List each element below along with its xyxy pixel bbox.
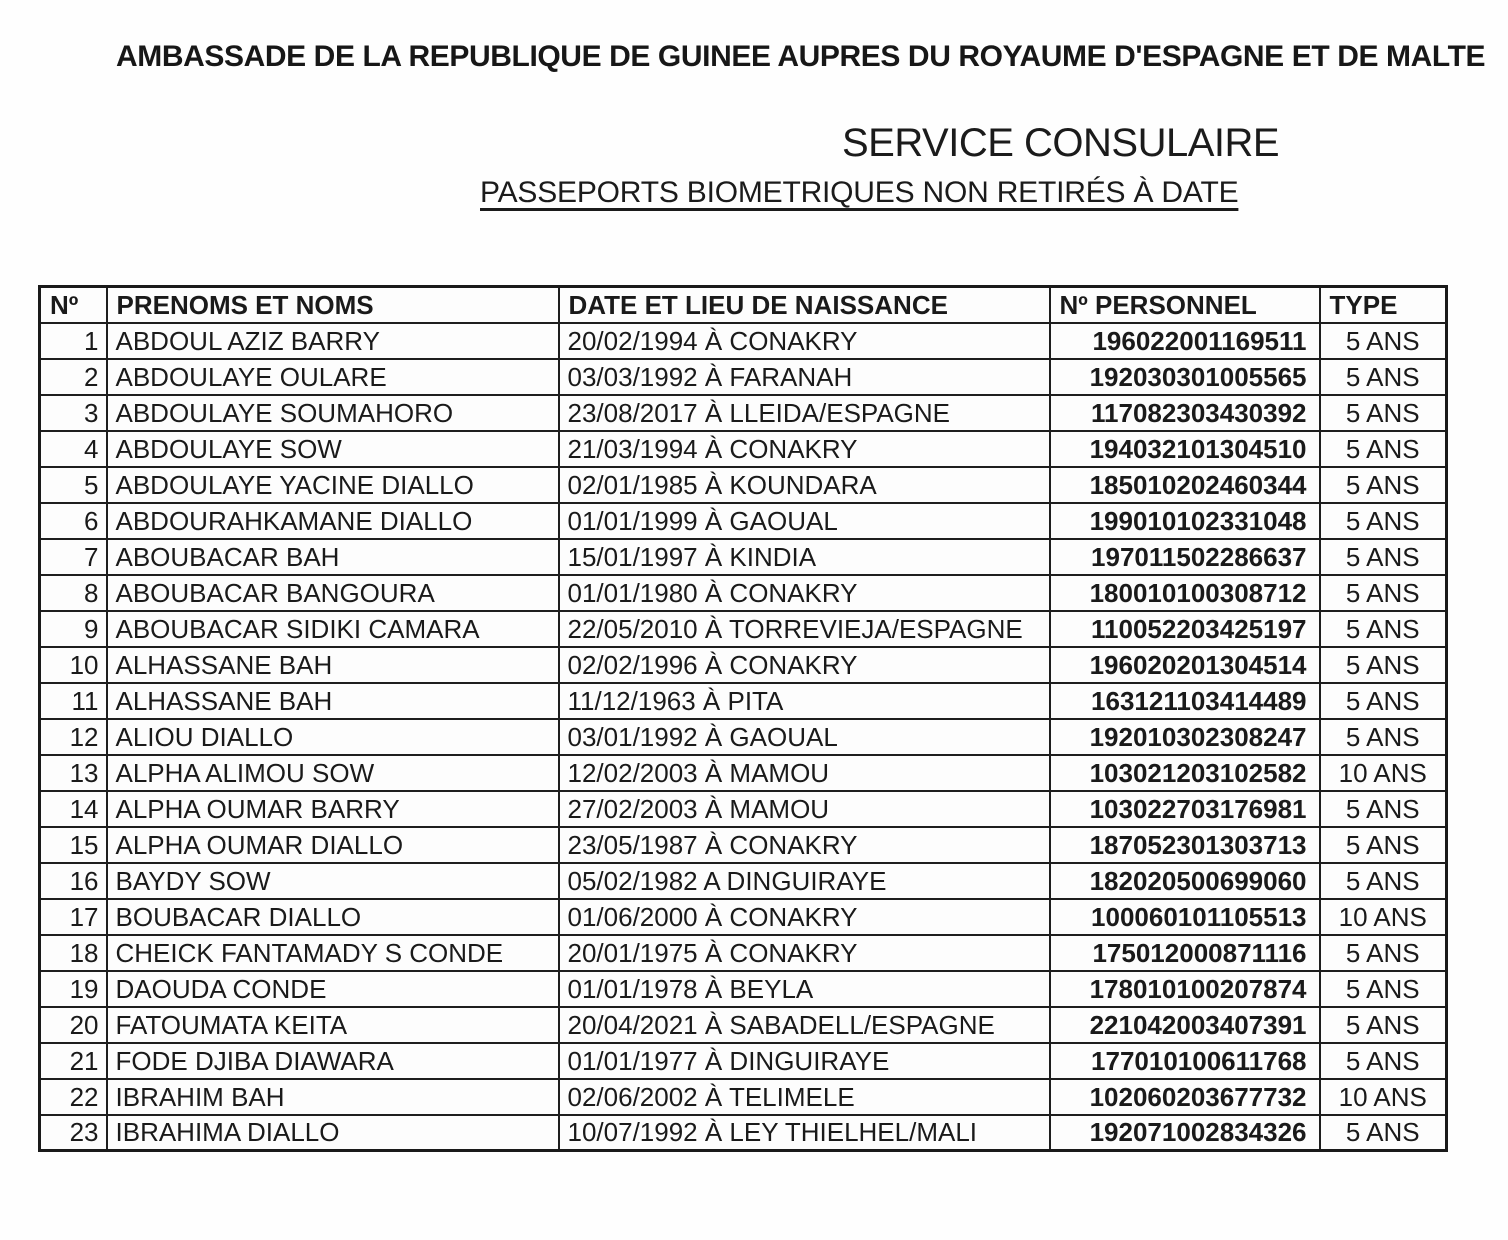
table-row [40,323,1447,359]
row-number-cell: 4 [40,431,107,467]
table-row [40,935,1447,971]
row-personnel-number-cell: 117082303430392 [1050,395,1320,431]
row-type-cell: 5 ANS [1320,791,1447,827]
table-row [40,791,1447,827]
table-row [40,683,1447,719]
row-name-cell: ABDOULAYE SOUMAHORO [107,395,559,431]
row-type-cell: 5 ANS [1320,431,1447,467]
row-number-cell: 23 [40,1115,107,1151]
row-name-cell: ABDOULAYE SOW [107,431,559,467]
row-number-cell: 18 [40,935,107,971]
row-number-cell: 7 [40,539,107,575]
row-personnel-number-cell: 178010100207874 [1050,971,1320,1007]
row-name-cell: IBRAHIM BAH [107,1079,559,1115]
row-name-cell: BOUBACAR DIALLO [107,899,559,935]
row-name-cell: ABOUBACAR SIDIKI CAMARA [107,611,559,647]
row-type-cell: 5 ANS [1320,467,1447,503]
row-number-cell: 13 [40,755,107,791]
row-name-cell: FATOUMATA KEITA [107,1007,559,1043]
row-number-cell: 1 [40,323,107,359]
table-body [40,323,1447,1151]
table-row [40,755,1447,791]
row-type-cell: 5 ANS [1320,395,1447,431]
table-row [40,431,1447,467]
row-birthplace-cell: 05/02/1982 A DINGUIRAYE [559,863,1050,899]
row-birthplace-cell: 23/08/2017 À LLEIDA/ESPAGNE [559,395,1050,431]
row-personnel-number-cell: 221042003407391 [1050,1007,1320,1043]
col-header-names: PRENOMS ET NOMS [107,287,559,323]
row-birthplace-cell: 01/01/1977 À DINGUIRAYE [559,1043,1050,1079]
table-row [40,467,1447,503]
col-header-personnel: Nº PERSONNEL [1050,287,1320,323]
row-personnel-number-cell: 197011502286637 [1050,539,1320,575]
table-row [40,971,1447,1007]
row-personnel-number-cell: 182020500699060 [1050,863,1320,899]
row-name-cell: FODE DJIBA DIAWARA [107,1043,559,1079]
row-birthplace-cell: 01/01/1978 À BEYLA [559,971,1050,1007]
row-birthplace-cell: 10/07/1992 À LEY THIELHEL/MALI [559,1115,1050,1151]
row-name-cell: ALHASSANE BAH [107,683,559,719]
row-number-cell: 22 [40,1079,107,1115]
row-personnel-number-cell: 192010302308247 [1050,719,1320,755]
row-birthplace-cell: 02/02/1996 À CONAKRY [559,647,1050,683]
table-row [40,503,1447,539]
table-header-row [40,287,1447,323]
row-name-cell: ALPHA OUMAR BARRY [107,791,559,827]
row-personnel-number-cell: 180010100308712 [1050,575,1320,611]
row-name-cell: ABDOURAHKAMANE DIALLO [107,503,559,539]
row-birthplace-cell: 23/05/1987 À CONAKRY [559,827,1050,863]
row-number-cell: 19 [40,971,107,1007]
row-number-cell: 14 [40,791,107,827]
row-personnel-number-cell: 196022001169511 [1050,323,1320,359]
row-number-cell: 6 [40,503,107,539]
row-personnel-number-cell: 103022703176981 [1050,791,1320,827]
row-personnel-number-cell: 110052203425197 [1050,611,1320,647]
row-name-cell: ABDOULAYE YACINE DIALLO [107,467,559,503]
row-name-cell: ALIOU DIALLO [107,719,559,755]
row-name-cell: ABOUBACAR BANGOURA [107,575,559,611]
row-personnel-number-cell: 102060203677732 [1050,1079,1320,1115]
row-birthplace-cell: 02/06/2002 À TELIMELE [559,1079,1050,1115]
row-personnel-number-cell: 103021203102582 [1050,755,1320,791]
row-number-cell: 10 [40,647,107,683]
row-personnel-number-cell: 163121103414489 [1050,683,1320,719]
table-row [40,611,1447,647]
table-row [40,395,1447,431]
col-header-number: Nº [40,287,107,323]
table-row [40,1043,1447,1079]
row-birthplace-cell: 15/01/1997 À KINDIA [559,539,1050,575]
row-type-cell: 5 ANS [1320,611,1447,647]
row-number-cell: 3 [40,395,107,431]
row-birthplace-cell: 20/04/2021 À SABADELL/ESPAGNE [559,1007,1050,1043]
row-birthplace-cell: 02/01/1985 À KOUNDARA [559,467,1050,503]
row-birthplace-cell: 27/02/2003 À MAMOU [559,791,1050,827]
row-type-cell: 5 ANS [1320,935,1447,971]
row-type-cell: 5 ANS [1320,1115,1447,1151]
row-name-cell: ALHASSANE BAH [107,647,559,683]
row-type-cell: 5 ANS [1320,971,1447,1007]
document-subtitle: PASSEPORTS BIOMETRIQUES NON RETIRÉS À DATE [480,176,1239,209]
row-personnel-number-cell: 175012000871116 [1050,935,1320,971]
table-row [40,1115,1447,1151]
row-number-cell: 12 [40,719,107,755]
row-number-cell: 8 [40,575,107,611]
row-name-cell: BAYDY SOW [107,863,559,899]
row-type-cell: 5 ANS [1320,647,1447,683]
table-row [40,1079,1447,1115]
row-personnel-number-cell: 192030301005565 [1050,359,1320,395]
row-name-cell: ALPHA ALIMOU SOW [107,755,559,791]
row-type-cell: 5 ANS [1320,719,1447,755]
row-number-cell: 11 [40,683,107,719]
row-birthplace-cell: 12/02/2003 À MAMOU [559,755,1050,791]
row-birthplace-cell: 01/01/1999 À GAOUAL [559,503,1050,539]
row-personnel-number-cell: 100060101105513 [1050,899,1320,935]
table-row [40,827,1447,863]
table-row [40,539,1447,575]
row-name-cell: IBRAHIMA DIALLO [107,1115,559,1151]
row-type-cell: 5 ANS [1320,827,1447,863]
row-number-cell: 17 [40,899,107,935]
row-type-cell: 10 ANS [1320,899,1447,935]
row-type-cell: 5 ANS [1320,539,1447,575]
row-personnel-number-cell: 196020201304514 [1050,647,1320,683]
row-birthplace-cell: 21/03/1994 À CONAKRY [559,431,1050,467]
row-type-cell: 5 ANS [1320,359,1447,395]
row-name-cell: ALPHA OUMAR DIALLO [107,827,559,863]
row-number-cell: 20 [40,1007,107,1043]
row-birthplace-cell: 03/03/1992 À FARANAH [559,359,1050,395]
row-number-cell: 9 [40,611,107,647]
table-row [40,899,1447,935]
row-type-cell: 5 ANS [1320,503,1447,539]
row-birthplace-cell: 22/05/2010 À TORREVIEJA/ESPAGNE [559,611,1050,647]
row-number-cell: 21 [40,1043,107,1079]
table-row [40,359,1447,395]
table-row [40,575,1447,611]
row-personnel-number-cell: 177010100611768 [1050,1043,1320,1079]
row-birthplace-cell: 03/01/1992 À GAOUAL [559,719,1050,755]
row-number-cell: 5 [40,467,107,503]
row-number-cell: 15 [40,827,107,863]
row-birthplace-cell: 20/01/1975 À CONAKRY [559,935,1050,971]
row-type-cell: 10 ANS [1320,1079,1447,1115]
row-type-cell: 10 ANS [1320,755,1447,791]
row-type-cell: 5 ANS [1320,1043,1447,1079]
row-name-cell: DAOUDA CONDE [107,971,559,1007]
table-row [40,1007,1447,1043]
row-birthplace-cell: 11/12/1963 À PITA [559,683,1050,719]
row-name-cell: ABDOULAYE OULARE [107,359,559,395]
col-header-type: TYPE [1320,287,1447,323]
col-header-birth: DATE ET LIEU DE NAISSANCE [559,287,1050,323]
row-number-cell: 2 [40,359,107,395]
row-personnel-number-cell: 192071002834326 [1050,1115,1320,1151]
row-type-cell: 5 ANS [1320,1007,1447,1043]
row-type-cell: 5 ANS [1320,683,1447,719]
service-title: SERVICE CONSULAIRE [842,121,1280,165]
table-row [40,647,1447,683]
passport-table [38,285,1448,1152]
row-personnel-number-cell: 187052301303713 [1050,827,1320,863]
row-type-cell: 5 ANS [1320,575,1447,611]
table-row [40,719,1447,755]
table-row [40,863,1447,899]
row-personnel-number-cell: 194032101304510 [1050,431,1320,467]
row-birthplace-cell: 20/02/1994 À CONAKRY [559,323,1050,359]
row-personnel-number-cell: 199010102331048 [1050,503,1320,539]
row-birthplace-cell: 01/06/2000 À CONAKRY [559,899,1050,935]
row-personnel-number-cell: 185010202460344 [1050,467,1320,503]
row-type-cell: 5 ANS [1320,863,1447,899]
row-birthplace-cell: 01/01/1980 À CONAKRY [559,575,1050,611]
row-number-cell: 16 [40,863,107,899]
embassy-title: AMBASSADE DE LA REPUBLIQUE DE GUINEE AUPRES DU ROYAUME D'ESPAGNE ET DE MALTE [116,40,1486,73]
row-type-cell: 5 ANS [1320,323,1447,359]
row-name-cell: ABDOUL AZIZ BARRY [107,323,559,359]
row-name-cell: ABOUBACAR BAH [107,539,559,575]
row-name-cell: CHEICK FANTAMADY S CONDE [107,935,559,971]
